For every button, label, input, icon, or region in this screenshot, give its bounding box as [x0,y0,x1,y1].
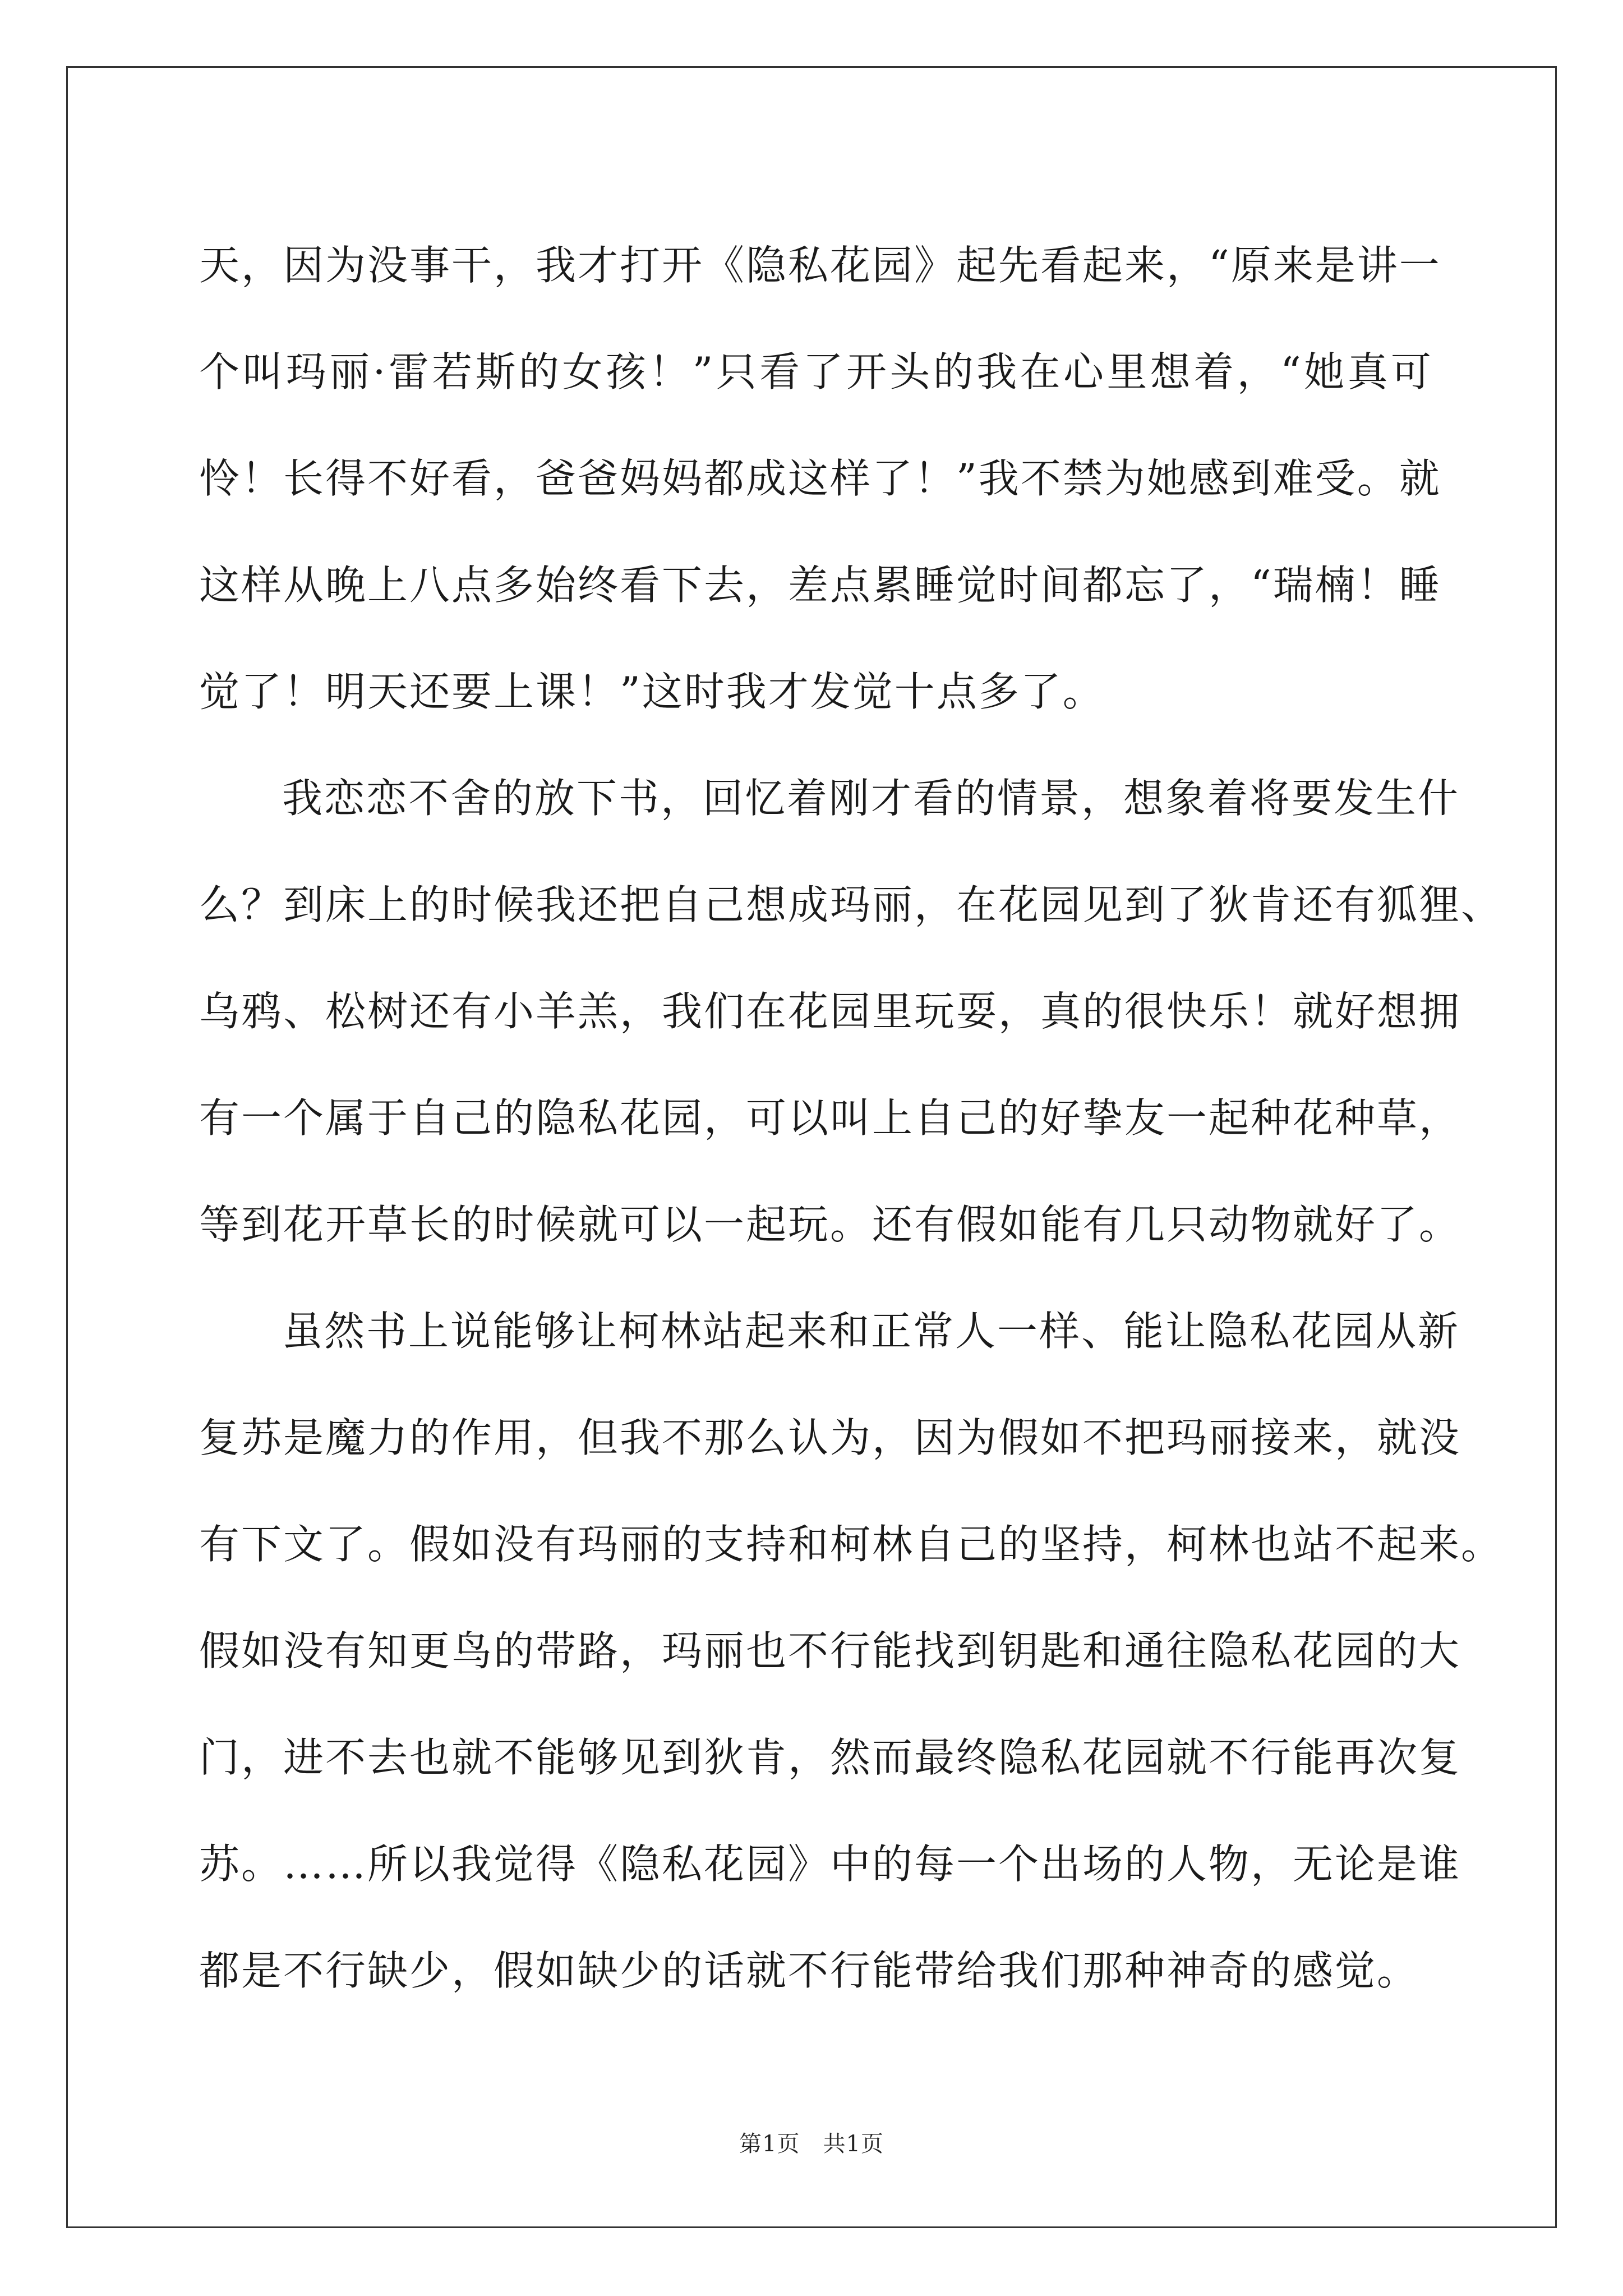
text-line: 觉了！明天还要上课！”这时我才发觉十点多了。 [199,668,1105,715]
text-line: 假如没有知更鸟的带路，玛丽也不行能找到钥匙和通往隐私花园的大 [199,1627,1461,1674]
text-line: 天，因为没事干，我才打开《隐私花园》起先看起来，“原来是讲一 [199,242,1441,289]
document-body [199,212,1504,2024]
text-line: 有一个属于自己的隐私花园，可以叫上自己的好挚友一起种花种草， [199,1094,1461,1142]
page-number-footer: 第1页 共1页 [739,2131,884,2157]
text-line: 等到花开草长的时候就可以一起玩。还有假如能有几只动物就好了。 [199,1201,1461,1248]
text-line: 苏。……所以我觉得《隐私花园》中的每一个出场的人物，无论是谁 [199,1841,1461,1888]
text-line: 门，进不去也就不能够见到狄肯，然而最终隐私花园就不行能再次复 [199,1734,1461,1781]
text-line: 复苏是魔力的作用，但我不那么认为，因为假如不把玛丽接来，就没 [199,1414,1461,1461]
text-line: 都是不行缺少，假如缺少的话就不行能带给我们那种神奇的感觉。 [199,1947,1419,1994]
text-line: 乌鸦、松树还有小羊羔，我们在花园里玩耍，真的很快乐！就好想拥 [199,988,1461,1035]
text-line: 怜！长得不好看，爸爸妈妈都成这样了！”我不禁为她感到难受。就 [199,455,1441,502]
text-line: 有下文了。假如没有玛丽的支持和柯林自己的坚持，柯林也站不起来。 [199,1521,1504,1568]
text-line: 这样从晚上八点多始终看下去，差点累睡觉时间都忘了，“瑞楠！睡 [199,562,1441,609]
text-line: 我恋恋不舍的放下书，回忆着刚才看的情景，想象着将要发生什 [282,775,1460,822]
text-line: 个叫玛丽·雷若斯的女孩！”只看了开头的我在心里想着，“她真可 [199,348,1433,395]
text-line: 虽然书上说能够让柯林站起来和正常人一样、能让隐私花园从新 [282,1308,1460,1355]
text-line: 么？到床上的时候我还把自己想成玛丽，在花园见到了狄肯还有狐狸、 [199,881,1504,928]
